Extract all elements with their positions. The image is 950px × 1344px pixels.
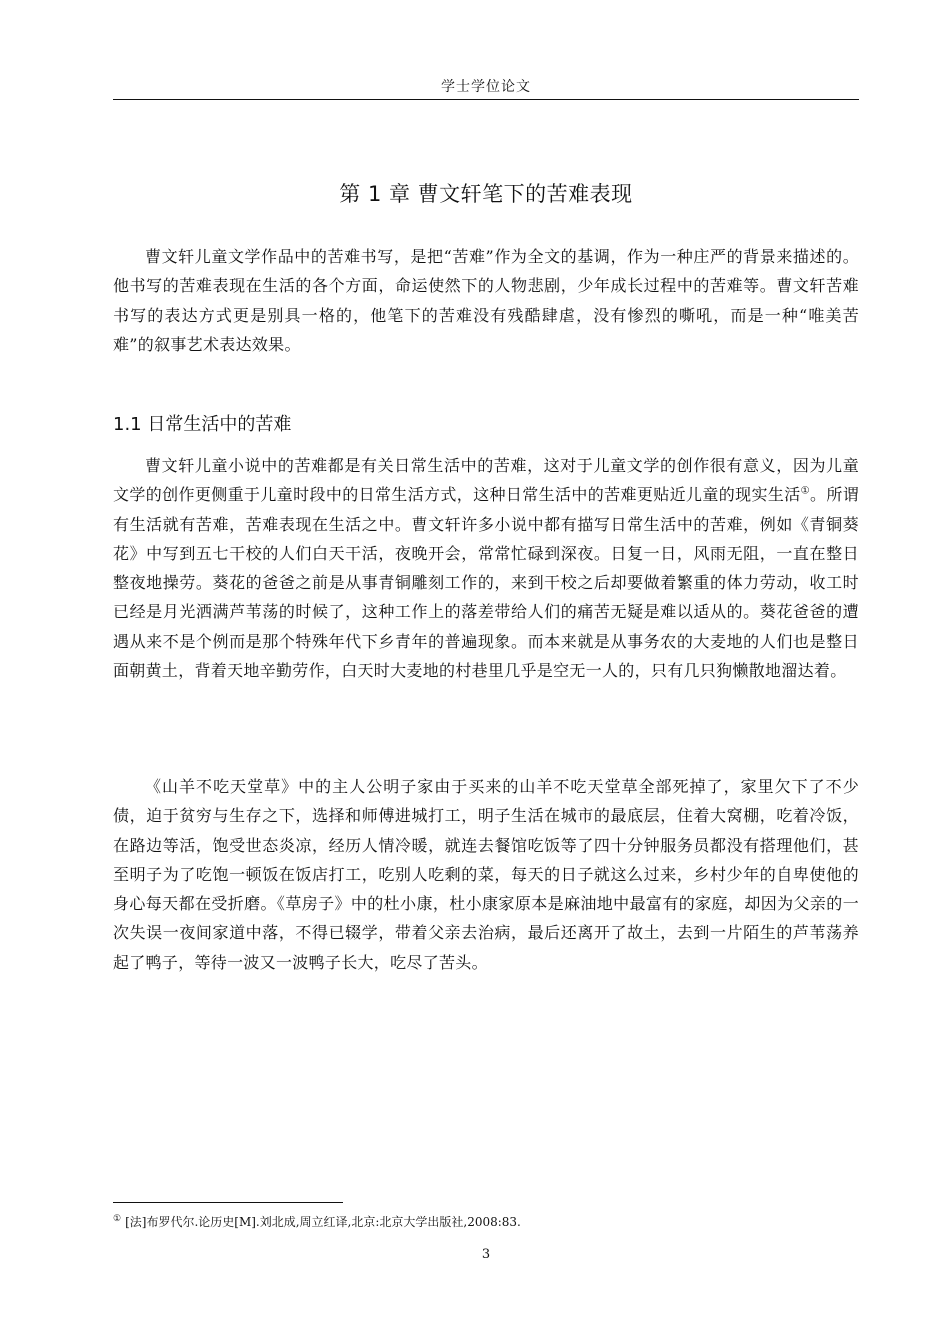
page-number: 3 (481, 1247, 491, 1262)
section-title: 1.1 日常生活中的苦难 (113, 414, 292, 435)
page-header: 学士学位论文 (441, 79, 531, 95)
intro-paragraph: 曹文轩儿童文学作品中的苦难书写，是把“苦难”作为全文的基调，作为一种庄严的背景来描述的。他书写的苦难表现在生活的各个方面，命运使然下的人物悲剧，少年成长过程中的苦难等。曹文轩苦难书写的表达方式更是别具一格的，他笔下的苦难没有残酷肆虐，没有惨烈的嘶吼，而是一种“唯美苦难”的叙事艺术表达效果。 (113, 247, 859, 354)
section-paragraph-2: 《山羊不吃天堂草》中的主人公明子家由于买来的山羊不吃天堂草全部死掉了，家里欠下了不少债，迫于贫穷与生存之下，选择和师傅进城打工，明子生活在城市的最底层，住着大窝棚，吃着冷饭，在路边等活，饱受世态炎凉，经历人情冷暖，就连去餐馆吃饭等了四十分钟服务员都没有搭理他们，甚至明子为了吃饱一顿饭在饭店打工，吃别人吃剩的菜，每天的日子就这么过来，乡村少年的自卑使他的身心每天都在受折磨。《草房子》中的杜小康，杜小康家原本是麻油地中最富有的家庭，却因为父亲的一次失误一夜间家道中落，不得已辍学，带着父亲去治病，最后还离开了故土，去到一片陌生的芦苇荡养起了鸭子，等待一波又一波鸭子长大，吃尽了苦头。 (113, 777, 859, 972)
footnote-mark: ① (113, 1214, 122, 1224)
section-paragraph-1 (113, 451, 859, 685)
footnote-reference[interactable]: ① (800, 485, 810, 497)
chapter-title: 第 1 章 曹文轩笔下的苦难表现 (339, 182, 633, 206)
paragraph-text: 曹文轩儿童小说中的苦难都是有关日常生活中的苦难，这对于儿童文学的创作很有意义，因为儿童文学的创作更侧重于儿童时段中的日常生活方式，这种日常生活中的苦难更贴近儿童的现实生活 (113, 456, 859, 505)
footnote-text: [法]布罗代尔.论历史[M].刘北成,周立红译,北京:北京大学出版社,2008:83. (125, 1215, 521, 1229)
header-divider (113, 99, 859, 100)
footnote-divider (113, 1202, 343, 1203)
footnote (113, 1213, 859, 1230)
paragraph-text: 。所谓有生活就有苦难，苦难表现在生活之中。曹文轩许多小说中都有描写日常生活中的苦难，例如《青铜葵花》中写到五七干校的人们白天干活，夜晚开会，常常忙碌到深夜。日复一日，风雨无阻，一直在整日整夜地操劳。葵花的爸爸之前是从事青铜雕刻工作的，来到干校之后却要做着繁重的体力劳动，收工时已经是月光洒满芦苇荡的时候了，这种工作上的落差带给人们的痛苦无疑是难以适从的。葵花爸爸的遭遇从来不是个例而是那个特殊年代下乡青年的普遍现象。而本来就是从事务农的大麦地的人们也是整日面朝黄土，背着天地辛勤劳作，白天时大麦地的村巷里几乎是空无一人的，只有几只狗懒散地溜达着。 (113, 485, 859, 681)
